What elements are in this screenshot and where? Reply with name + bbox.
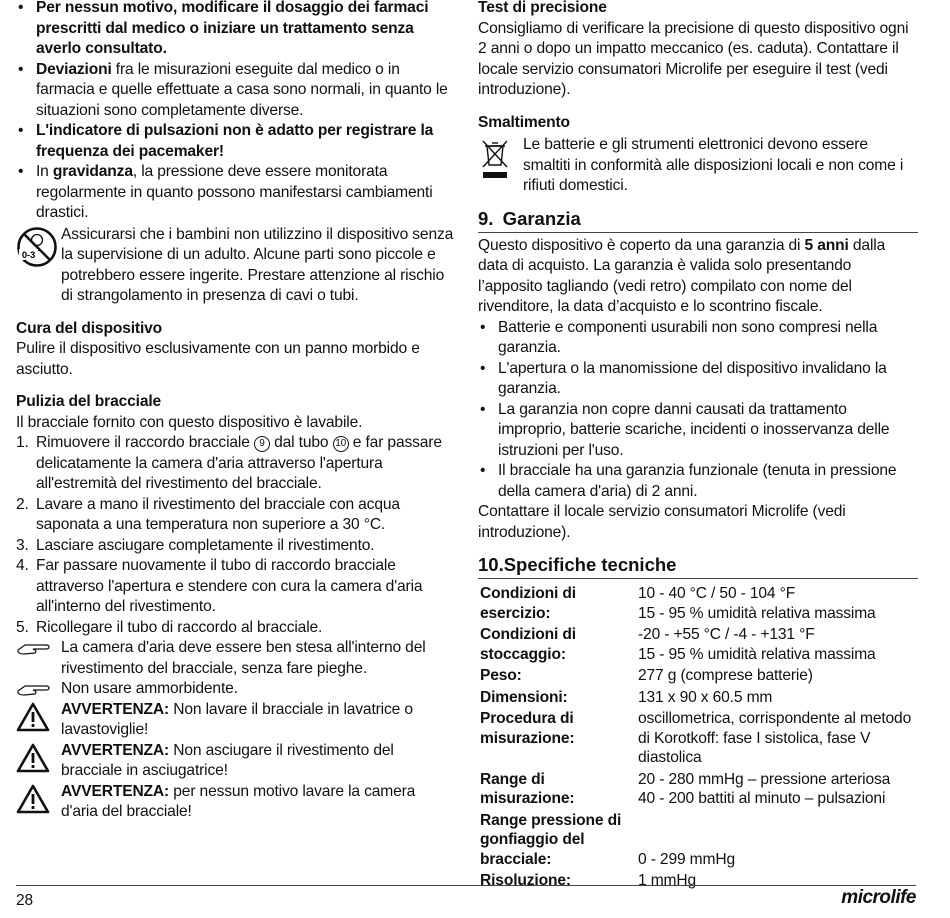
list-item: • Deviazioni fra le misurazioni eseguite dal medico o in farmacia e quelle effettuate a casa sono normali, in quanto le situazioni sono completamente diverse. bbox=[16, 60, 456, 122]
warning-item: AVVERTENZA: Non asciugare il rivestimento del bracciale in asciugatrice! bbox=[16, 741, 456, 782]
warning-item: AVVERTENZA: per nessun motivo lavare la camera d'aria del bracciale! bbox=[16, 782, 456, 823]
test-heading: Test di precisione bbox=[478, 0, 607, 16]
care-heading: Cura del dispositivo bbox=[16, 319, 163, 337]
warning-triangle-icon bbox=[16, 743, 50, 780]
warning-triangle-icon bbox=[16, 784, 50, 821]
list-item: • L'indicatore di pulsazioni non è adatto per registrare la frequenza dei pacemaker! bbox=[16, 121, 456, 162]
care-text: Pulire il dispositivo esclusivamente con un panno morbido e asciutto. bbox=[16, 340, 420, 378]
svg-text:0-3: 0-3 bbox=[21, 249, 36, 261]
list-item: 1. Rimuovere il raccordo bracciale 9 dal tubo 10 e far passare delicatamente la camera d'aria attraverso l'apertura all'estremità del rivestimento del bracciale. bbox=[16, 434, 442, 492]
list-item: 3. Lasciare asciugare completamente il rivestimento. bbox=[16, 536, 375, 554]
warranty-intro: Questo dispositivo è coperto da una garanzia di 5 anni dalla data di acquisto. La garanzia è valida solo presentando l’apposito tagliando (vedi retro) compilato con nome del rivenditore, la data d’acquisto e lo scontrino fiscale. bbox=[478, 236, 886, 315]
disposal-block bbox=[478, 135, 918, 197]
list-item: 5. Ricollegare il tubo di raccordo al bracciale. bbox=[16, 618, 323, 636]
table-row: Peso: 277 g (comprese batterie) bbox=[480, 667, 813, 684]
table-row: Procedura di misurazione: oscillometrica, corrispondente al metodo di Korotkoff: fase I sistolica, fase V diastolica bbox=[480, 710, 912, 766]
list-item: • Il bracciale ha una garanzia funzionale (tenuta in pressione della camera d'aria) di 2 anni. bbox=[478, 461, 918, 502]
note-item: Non usare ammorbidente. bbox=[16, 679, 456, 700]
cuff-cleaning-intro: Il bracciale fornito con questo dispositivo è lavabile. bbox=[16, 413, 363, 431]
brand-logo: microlife bbox=[841, 887, 916, 908]
warranty-heading: 9. Garanzia bbox=[478, 207, 918, 233]
callout-number: 9 bbox=[254, 436, 270, 452]
list-item: • L'apertura o la manomissione del dispositivo invalidano la garanzia. bbox=[478, 359, 918, 400]
pointing-hand-icon bbox=[16, 640, 50, 663]
crossed-bin-icon bbox=[478, 136, 512, 187]
precautions-list bbox=[16, 0, 456, 224]
list-item: 2. Lavare a mano il rivestimento del bracciale con acqua saponata a una temperatura non superiore a 30 °C. bbox=[16, 495, 400, 533]
note-item: La camera d'aria deve essere ben stesa all'interno del rivestimento del bracciale, senza fare pieghe. bbox=[16, 638, 456, 679]
specs-table bbox=[478, 583, 915, 892]
table-row: Condizioni di stoccaggio: -20 - +55 °C / -4 - +131 °F 15 - 95 % umidità relativa massima bbox=[480, 626, 876, 663]
table-row: Risoluzione: 1 mmHg bbox=[480, 872, 697, 889]
test-text: Consigliamo di verificare la precisione di questo dispositivo ogni 2 anni o dopo un impatto meccanico (es. caduta). Contattare il locale servizio consumatori Microlife per eseguire il test (vedi introduzione). bbox=[478, 19, 909, 98]
list-item: 4. Far passare nuovamente il tubo di raccordo bracciale attraverso l'apertura e stendere con cura la camera d'aria all'interno del rivestimento. bbox=[16, 557, 423, 615]
specs-heading: 10.Specifiche tecniche bbox=[478, 553, 918, 579]
list-item: • Per nessun motivo, modificare il dosaggio dei farmaci prescritti dal medico o iniziare un trattamento senza averlo consultato. bbox=[16, 0, 456, 60]
table-row: Range pressione di gonfiaggio del bracciale: 0 - 299 mmHg bbox=[480, 811, 735, 868]
child-age-warning-icon bbox=[16, 226, 58, 275]
warranty-exclusions bbox=[478, 318, 918, 503]
warning-item: AVVERTENZA: Non lavare il bracciale in lavatrice o lavastoviglie! bbox=[16, 700, 456, 741]
table-row: Condizioni di esercizio: 10 - 40 °C / 50 - 104 °F 15 - 95 % umidità relativa massima bbox=[480, 585, 876, 622]
cuff-cleaning-steps bbox=[16, 433, 456, 638]
callout-number: 10 bbox=[333, 436, 349, 452]
warranty-outro: Contattare il locale servizio consumatori Microlife (vedi introduzione). bbox=[478, 503, 846, 541]
page-number: 28 bbox=[16, 892, 33, 909]
table-row: Dimensioni: 131 x 90 x 60.5 mm bbox=[480, 688, 773, 706]
warning-triangle-icon bbox=[16, 702, 50, 739]
manual-page bbox=[16, 0, 916, 918]
list-item: • In gravidanza, la pressione deve essere monitorata regolarmente in quanto possono manifestarsi cambiamenti drastici. bbox=[16, 162, 456, 224]
left-column bbox=[16, 0, 456, 823]
child-warning bbox=[16, 225, 456, 307]
footer-divider bbox=[16, 885, 916, 886]
list-item: • Batterie e componenti usurabili non sono compresi nella garanzia. bbox=[478, 318, 918, 359]
list-item: • La garanzia non copre danni causati da trattamento improprio, batterie scariche, incidenti o inosservanza delle istruzioni per l'uso. bbox=[478, 400, 918, 462]
right-column bbox=[478, 0, 918, 892]
table-row: Range di misurazione: 20 - 280 mmHg – pressione arteriosa 40 - 200 battiti al minuto – pulsazioni bbox=[480, 770, 891, 807]
cuff-cleaning-heading: Pulizia del bracciale bbox=[16, 393, 162, 410]
child-warning-text: Assicurarsi che i bambini non utilizzino il dispositivo senza la supervisione di un adulto. Alcune parti sono piccole e potrebbero essere ingerite. Prestare attenzione al rischio di strangolamento in presenza di cavi o tubi. bbox=[61, 225, 454, 304]
disposal-text: Le batterie e gli strumenti elettronici devono essere smaltiti in conformità alle disposizioni locali e non come i rifiuti domestici. bbox=[523, 136, 904, 194]
disposal-heading: Smaltimento bbox=[478, 113, 570, 131]
